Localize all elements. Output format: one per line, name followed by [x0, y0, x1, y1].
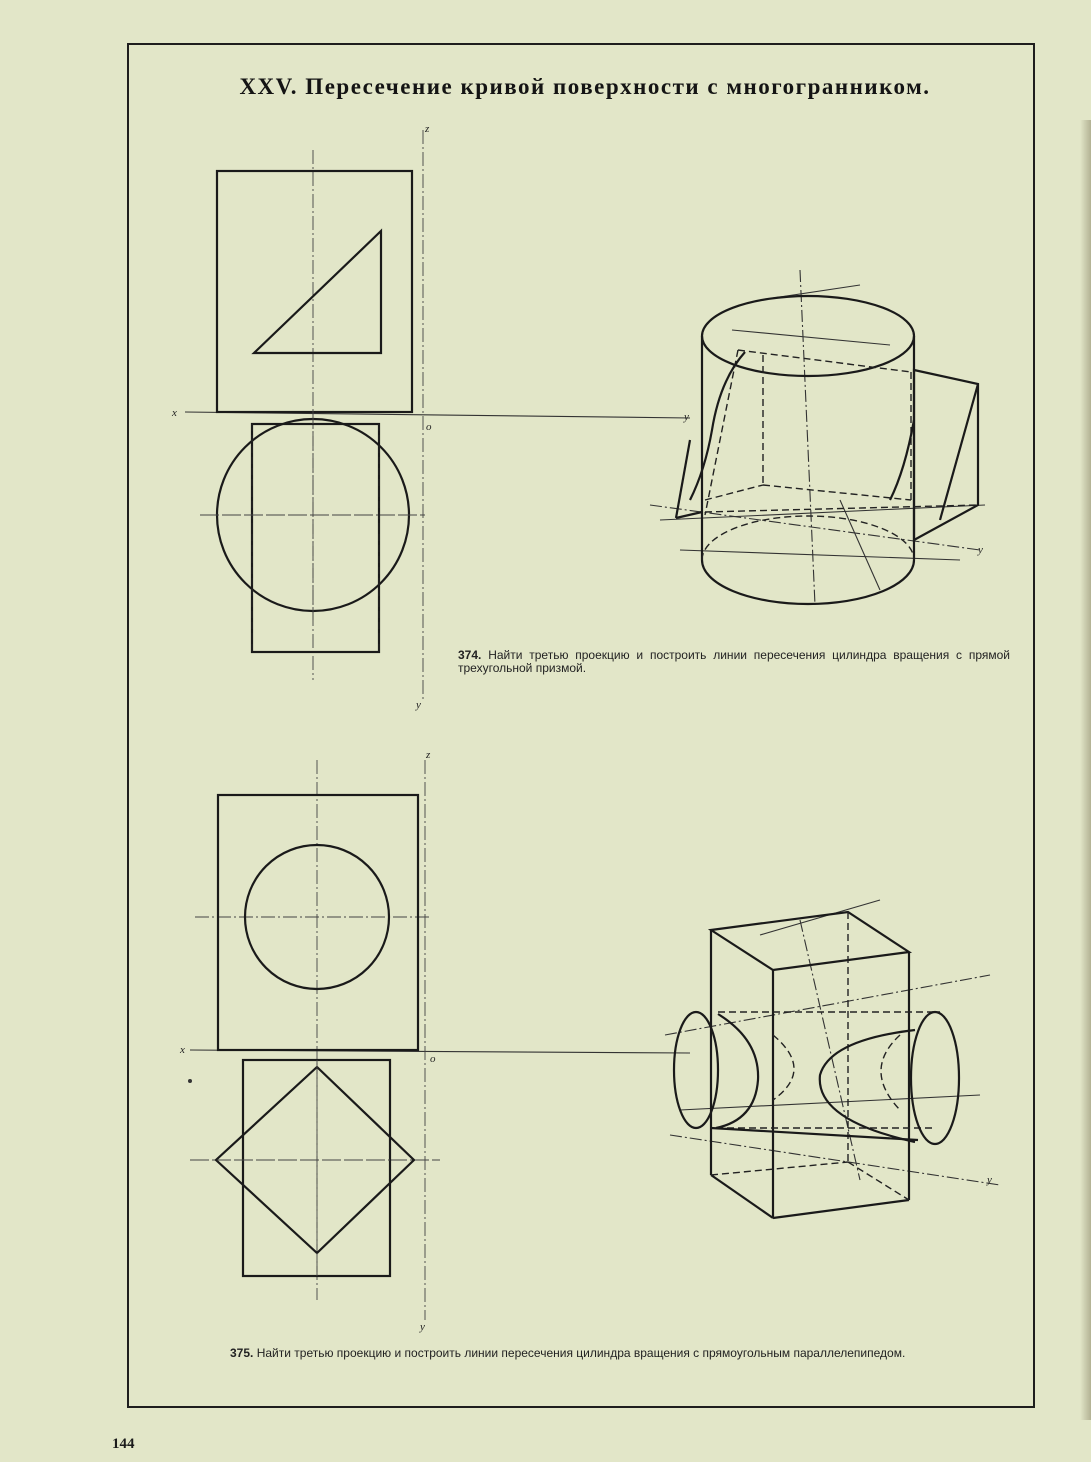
x-label-374: x — [172, 407, 177, 419]
page-number: 144 — [112, 1436, 135, 1452]
prism-triangle — [254, 231, 381, 353]
exercise-375-number: 375. — [230, 1346, 254, 1360]
exercise-375-caption — [230, 1347, 1010, 1360]
prism-top-rectangle — [252, 424, 379, 652]
section-title: XXV. Пересечение кривой поверхности с многогранником. — [239, 74, 931, 99]
exercise-375-text: Найти третью проекцию и построить линии пересечения цилиндра вращения с прямоугольным параллелепипедом. — [256, 1346, 906, 1360]
front-view-rectangle — [217, 171, 412, 412]
y-label-375-bottom: y — [420, 1321, 425, 1333]
z-label-374: z — [425, 123, 430, 135]
x-label-375: x — [180, 1044, 185, 1056]
o-label-374: o — [426, 421, 432, 433]
z-label-375: z — [426, 749, 431, 761]
y-label-375-iso: y — [987, 1174, 992, 1186]
exercise-374-caption — [458, 649, 1010, 675]
y-label-374-right: y — [684, 411, 689, 423]
o-label-375: o — [430, 1053, 436, 1065]
figure-374-projections — [171, 123, 690, 711]
figure-374-isometric — [650, 270, 985, 605]
exercise-374-number: 374. — [458, 648, 482, 662]
exercise-374-text: Найти третью проекцию и построить линии пересечения цилиндра вращения с прямой трехугольной призмой. — [458, 648, 1010, 675]
figure-375-projections — [179, 749, 690, 1333]
y-label-374-iso: y — [978, 544, 983, 556]
y-label-374-bottom: y — [416, 699, 421, 711]
figure-375-isometric — [665, 900, 1000, 1218]
